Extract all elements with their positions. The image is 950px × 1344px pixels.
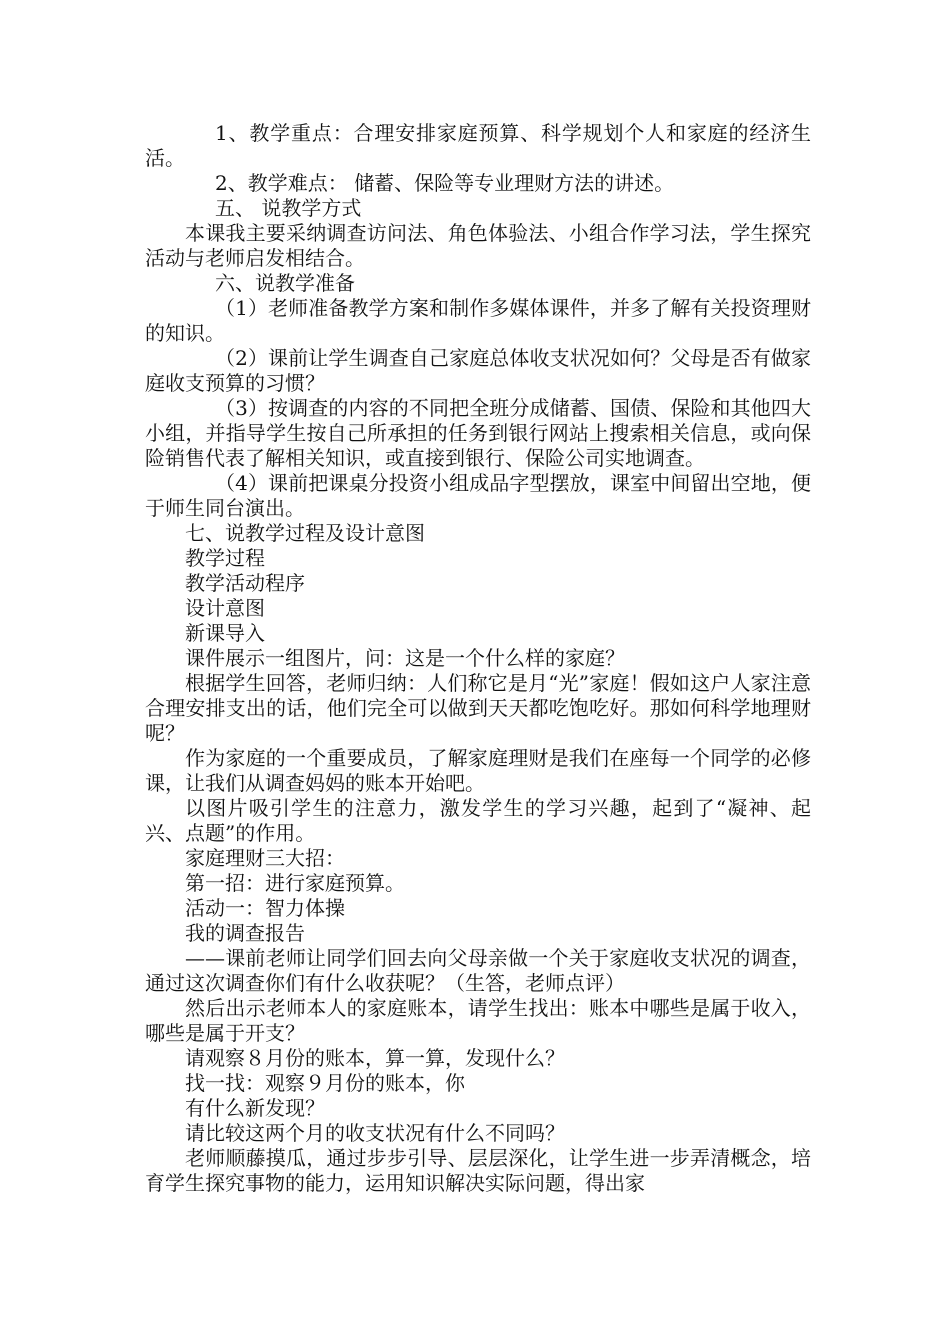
- paragraph: 本课我主要采纳调查访问法、角色体验法、小组合作学习法，学生探究活动与老师启发相结合。: [145, 221, 811, 270]
- paragraph: 新课导入: [185, 621, 265, 645]
- paragraph: （2）课前让学生调查自己家庭总体收支状况如何？父母是否有做家庭收支预算的习惯？: [145, 346, 811, 395]
- paragraph: 根据学生回答，老师归纳：人们称它是月“光”家庭！假如这户人家注意合理安排支出的话，他们完全可以做到天天都吃饱吃好。那如何科学地理财呢？: [145, 671, 811, 745]
- paragraph: 我的调查报告: [185, 921, 305, 945]
- paragraph: 老师顺藤摸瓜，通过步步引导、层层深化，让学生进一步弄清概念，培育学生探究事物的能力，运用知识解决实际问题，得出家: [145, 1146, 811, 1195]
- section-heading: 六、说教学准备: [215, 271, 355, 295]
- section-heading: 五、 说教学方式: [215, 196, 362, 220]
- paragraph: 请比较这两个月的收支状况有什么不同吗？: [185, 1121, 565, 1145]
- paragraph: 家庭理财三大招：: [185, 846, 345, 870]
- paragraph: 教学过程: [185, 546, 265, 570]
- paragraph: 第一招：进行家庭预算。: [185, 871, 405, 895]
- section-heading: 七、说教学过程及设计意图: [185, 521, 425, 545]
- paragraph: 请观察８月份的账本，算一算，发现什么？: [185, 1046, 565, 1070]
- paragraph: 有什么新发现？: [185, 1096, 325, 1120]
- document-body: [145, 121, 811, 1196]
- paragraph: 作为家庭的一个重要成员，了解家庭理财是我们在座每一个同学的必修课，让我们从调查妈妈的账本开始吧。: [145, 746, 811, 795]
- paragraph: 2、教学难点： 储蓄、保险等专业理财方法的讲述。: [215, 171, 675, 195]
- paragraph: 以图片吸引学生的注意力，激发学生的学习兴趣，起到了“凝神、起兴、点题”的作用。: [145, 796, 811, 845]
- paragraph: ——课前老师让同学们回去向父母亲做一个关于家庭收支状况的调查，通过这次调查你们有什么收获呢？（生答，老师点评）: [145, 946, 811, 995]
- paragraph: 教学活动程序: [185, 571, 305, 595]
- paragraph: 课件展示一组图片，问：这是一个什么样的家庭？: [185, 646, 625, 670]
- paragraph: （4）课前把课桌分投资小组成品字型摆放，课室中间留出空地，便于师生同台演出。: [145, 471, 811, 520]
- paragraph: 设计意图: [185, 596, 265, 620]
- paragraph: 活动一：智力体操: [185, 896, 345, 920]
- paragraph: （3）按调查的内容的不同把全班分成储蓄、国债、保险和其他四大小组，并指导学生按自己所承担的任务到银行网站上搜索相关信息，或向保险销售代表了解相关知识，或直接到银行、保险公司实地调查。: [145, 396, 811, 470]
- paragraph: （1）老师准备教学方案和制作多媒体课件，并多了解有关投资理财的知识。: [145, 296, 811, 345]
- paragraph: 然后出示老师本人的家庭账本，请学生找出：账本中哪些是属于收入，哪些是属于开支？: [145, 996, 811, 1045]
- paragraph: 找一找：观察９月份的账本，你: [185, 1071, 465, 1095]
- paragraph: 1、教学重点：合理安排家庭预算、科学规划个人和家庭的经济生活。: [145, 121, 811, 170]
